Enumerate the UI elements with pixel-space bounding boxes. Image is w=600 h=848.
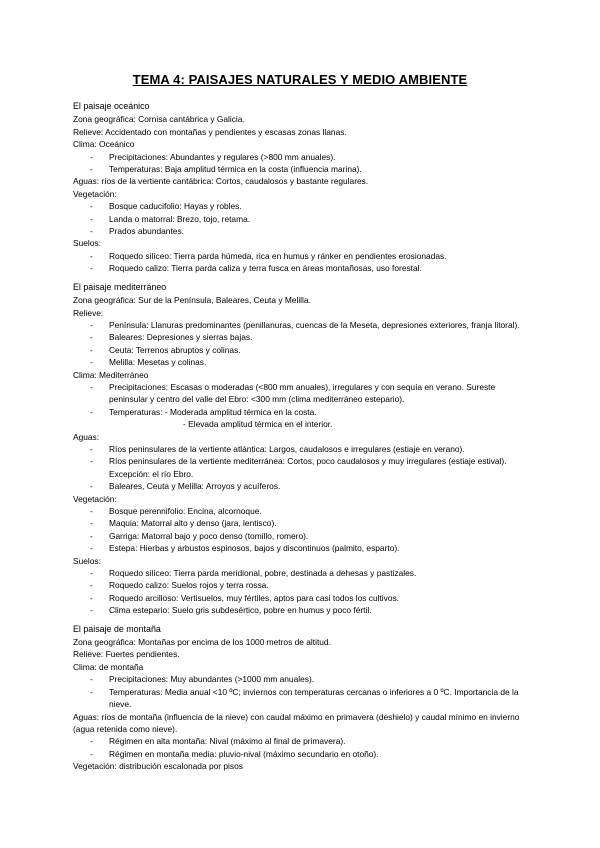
zona-text: Zona geográfica: Montañas por encima de los 1000 metros de altitud. — [73, 637, 331, 648]
list-item: - Roquedo silíceo: Tierra parda meridional, pobre, destinada a dehesas y pastizales. — [73, 567, 533, 579]
aguas-text: Aguas: ríos de montaña (influencia de la nieve) con caudal máximo en primavera (deshielo) y caudal mínimo en invierno (agua retenida como nieve). — [73, 711, 520, 734]
relieve-text: Relieve: Accidentado con montañas y pendientes y escasas zonas llanas. — [73, 126, 347, 137]
page-title: TEMA 4: PAISAJES NATURALES Y MEDIO AMBIENTE — [132, 72, 468, 87]
list-item: - Landa o matorral: Brezo, tojo, retama. — [73, 213, 533, 225]
clima-text: Clima: Mediterráneo — [73, 369, 149, 380]
vegetacion-text: Vegetación: — [73, 493, 117, 504]
list-item: - Roquedo calizo: Suelos rojos y terra rossa. — [73, 579, 533, 591]
section-heading: El paisaje mediterráneo — [73, 281, 167, 292]
list-item: - Baleares: Depresiones y sierras bajas. — [73, 331, 533, 343]
clima-text: Clima: Oceánico — [73, 139, 135, 150]
list-item: - Bosque caducifolio: Hayas y robles. — [73, 200, 533, 212]
list-item: - Baleares, Ceuta y Melilla: Arroyos y acuíferos. — [73, 480, 533, 492]
vegetacion-text: Vegetación: — [73, 188, 117, 199]
section-heading: El paisaje de montaña — [73, 623, 161, 634]
relieve-text: Relieve: Fuertes pendientes. — [73, 649, 180, 660]
relieve-text: Relieve: — [73, 307, 104, 318]
list-item: - Estepa: Hierbas y arbustos espinosos, bajos y discontinuos (palmito, esparto). — [73, 542, 533, 554]
list-item: - Precipitaciones: Escasas o moderadas (<800 mm anuales), irregulares y con sequía en verano. Sureste peninsular y centro del valle del Ebro: <300 mm (clima mediterráneo estepario). — [73, 381, 533, 406]
zona-text: Zona geográfica: Cornisa cantábrica y Galicia. — [73, 114, 245, 125]
list-subitem: - Elevada amplitud térmica en el interior. — [183, 419, 333, 430]
section-montana — [73, 623, 533, 773]
list-item: - Roquedo calizo: Tierra parda caliza y terra fusca en áreas montañosas, uso forestal. — [73, 262, 533, 274]
list-item: - Melilla: Mesetas y colinas. — [73, 356, 533, 368]
list-item: - Precipitaciones: Muy abundantes (>1000 mm anuales). — [73, 673, 533, 685]
vegetacion-text: Vegetación: distribución escalonada por pisos — [73, 761, 243, 772]
list-item: - Régimen en alta montaña: Nival (máximo al final de primavera). — [73, 735, 533, 747]
aguas-text: Aguas: — [73, 431, 100, 442]
document-body — [73, 100, 533, 779]
list-item: - Roquedo silíceo: Tierra parda húmeda, rica en humus y ránker en pendientes erosionadas. — [73, 250, 533, 262]
aguas-text: Aguas: ríos de la vertiente cantábrica: Cortos, caudalosos y bastante regulares. — [73, 176, 369, 187]
list-item: - Roquedo arcilloso: Vertisuelos, muy fértiles, aptos para casi todos los cultivos. — [73, 592, 533, 604]
list-item: - Ríos peninsulares de la vertiente mediterránea: Cortos, poco caudalosos y muy irregulares (estiaje estival). Excepción: el río Ebro. — [73, 455, 533, 480]
list-item: - Garriga: Matorral bajo y poco denso (tomillo, romero). — [73, 530, 533, 542]
suelos-text: Suelos: — [73, 238, 101, 249]
section-mediterraneo — [73, 281, 533, 617]
list-item: - Península: Llanuras predominantes (penillanuras, cuencas de la Meseta, depresiones exteriores, franja litoral). — [73, 319, 533, 331]
list-item: - Temperaturas: Baja amplitud térmica en la costa (influencia marina). — [73, 163, 533, 175]
list-item: - Régimen en montaña media: pluvio-nival (máximo secundario en otoño). — [73, 748, 533, 760]
list-item: - Temperaturas: - Moderada amplitud térmica en la costa. — [73, 406, 533, 418]
list-item: - Clima estepario: Suelo gris subdesértico, pobre en humus y poco fértil. — [73, 604, 533, 616]
list-item: - Ceuta: Terrenos abruptos y colinas. — [73, 344, 533, 356]
zona-text: Zona geográfica: Sur de la Península, Baleares, Ceuta y Melilla. — [73, 295, 311, 306]
clima-text: Clima: de montaña — [73, 661, 144, 672]
list-item: - Maquia: Matorral alto y denso (jara, lentisco). — [73, 517, 533, 529]
list-item: - Precipitaciones: Abundantes y regulares (>800 mm anuales). — [73, 151, 533, 163]
list-item: - Prados abundantes. — [73, 225, 533, 237]
section-oceanico — [73, 100, 533, 275]
suelos-text: Suelos: — [73, 555, 101, 566]
list-item: - Bosque perennifolio: Encina, alcornoque. — [73, 505, 533, 517]
list-item: - Ríos peninsulares de la vertiente atlántica: Largos, caudalosos e irregulares (estiaje en verano). — [73, 443, 533, 455]
section-heading: El paisaje oceánico — [73, 101, 150, 111]
list-item: - Temperaturas: Media anual <10 ºC; inviernos con temperaturas cercanas o inferiores a 0 ºC. Importancia de la nieve. — [73, 686, 533, 711]
